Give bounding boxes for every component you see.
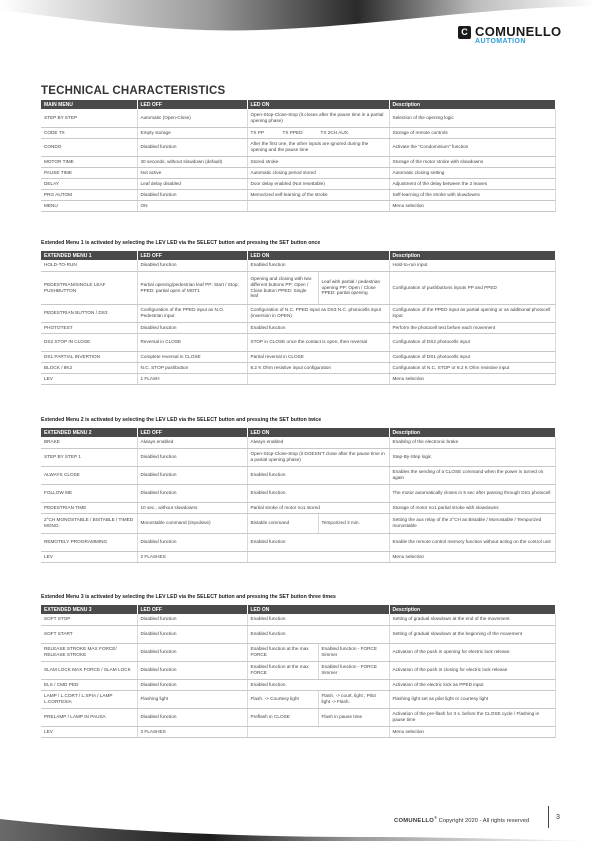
table-cell: N.C. STOP pushbutton xyxy=(137,362,247,373)
table-cell: Memorized self-learning of the stroke xyxy=(247,189,389,200)
table-cell: Storage of motor no1 partial stroke with slowdowns xyxy=(389,502,555,513)
table-cell: Menu selection xyxy=(389,373,555,384)
table-cell: REMOTELY PROGRAMMING xyxy=(41,533,137,551)
page-title: TECHNICAL CHARACTERISTICS xyxy=(41,85,226,97)
table-cell: Enabled function xyxy=(247,466,389,484)
table-cell: Flash. -> court. light ; Pilot light -> Flash. xyxy=(318,690,389,708)
table-cell: STOP in CLOSE once the contact is open, then reversal xyxy=(247,333,389,351)
header-cell: Description xyxy=(389,100,555,109)
table-cell: PEDESTRIAN BUTTON / DS3 xyxy=(41,304,137,322)
table-cell: The motor automatically closes in 5 sec after passing through DS1 photocell xyxy=(389,484,555,502)
table-cell xyxy=(247,551,389,562)
table-cell: Monostable command (impulsive) xyxy=(137,513,247,533)
brand-subtitle: AUTOMATION xyxy=(475,38,526,45)
table-cell: ELS / CMD PED xyxy=(41,679,137,690)
table-cell: LEV xyxy=(41,551,137,562)
table-cell: BLOCK / 8K2 xyxy=(41,362,137,373)
header-cell: LED OFF xyxy=(137,428,247,437)
extended-menu-3-caption: Extended Menu 3 is activated by selecting the LEV LED via the SELECT button and pressing the SET button three times xyxy=(41,594,336,600)
table-cell: ALWAYS CLOSE xyxy=(41,466,137,484)
table-cell: STEP BY STEP 1 xyxy=(41,448,137,466)
table-cell: 30 seconds, without slowdown (default) xyxy=(137,156,247,167)
table-row xyxy=(41,167,555,178)
table-cell: BRAKE xyxy=(41,437,137,448)
table-cell: Disabled function xyxy=(137,189,247,200)
table-cell: Open-Stop-Close-Stop (it closes after the pause time in a partial opening phase) xyxy=(247,109,389,127)
main-menu-table xyxy=(41,100,556,212)
table-row xyxy=(41,351,555,362)
table-cell: Activation of the push in opening for electric lock release xyxy=(389,643,555,661)
registered-mark: ® xyxy=(434,815,438,820)
table-cell: Menu selection xyxy=(389,200,555,211)
table-row xyxy=(41,304,555,322)
table-cell xyxy=(247,373,389,384)
table-header-row xyxy=(41,428,555,437)
header-cell: LED OFF xyxy=(137,251,247,260)
table-row xyxy=(41,513,555,533)
table-cell: Disabled function xyxy=(137,322,247,333)
table-row xyxy=(41,178,555,189)
table-cell: Disabled function xyxy=(137,484,247,502)
table-cell: Open-Stop-Close-Stop (it DOESN'T close after the pause time in a partial opening phase) xyxy=(247,448,389,466)
table-cell: PRELAMP / LAMP IN PAUSA xyxy=(41,708,137,726)
table-row xyxy=(41,643,555,661)
table-cell: Configuration of the PPED input as N.O. Pedestrian input xyxy=(137,304,247,322)
header-cell: LED ON xyxy=(247,605,389,614)
table-cell: Opening and closing with two different buttons PP: Open / Close button PPED: Single leaf xyxy=(247,271,318,304)
table-cell: Disabled function xyxy=(137,260,247,271)
footer-copyright-text: Copyright 2020 - All rights reserved xyxy=(438,817,530,824)
table-row xyxy=(41,466,555,484)
table-cell: Temporized 3 min. xyxy=(318,513,389,533)
header-cell: Description xyxy=(389,428,555,437)
header-cell: LED OFF xyxy=(137,100,247,109)
table-cell: Enabled function xyxy=(247,533,389,551)
table-cell: Flash. -> Courtesy light xyxy=(247,690,318,708)
table-cell: Activation of the electric lock as PPED input xyxy=(389,679,555,690)
table-row xyxy=(41,373,555,384)
table-row xyxy=(41,551,555,562)
table-cell: Disabled function xyxy=(137,625,247,643)
table-cell: RELEASE STROKE MAX FORCE/ RELEASE STROKE xyxy=(41,643,137,661)
header-cell: LED ON xyxy=(247,428,389,437)
table-cell: Disabled function xyxy=(137,533,247,551)
table-cell: Enabled function xyxy=(247,322,389,333)
table-cell: Complete reversal in CLOSE xyxy=(137,351,247,362)
table-cell: Stored stroke xyxy=(247,156,389,167)
table-cell: LEV xyxy=(41,726,137,737)
extended-menu-2-caption: Extended Menu 2 is activated by selecting the LEV LED via the SELECT button and pressing the SET button twice xyxy=(41,417,322,423)
table-cell: Flashing light set as pilot light or courtesy light xyxy=(389,690,555,708)
table-cell: Enabled function - FORCE trimmer xyxy=(318,661,389,679)
table-cell: DS2 STOP IN CLOSE xyxy=(41,333,137,351)
table-cell: Door delay enabled (Not resettable) xyxy=(247,178,389,189)
header-cell: EXTENDED MENU 2 xyxy=(41,428,137,437)
table-row xyxy=(41,333,555,351)
table-row xyxy=(41,661,555,679)
table-cell: Flashing light xyxy=(137,690,247,708)
table-cell: 1 FLASH xyxy=(137,373,247,384)
header-cell: EXTENDED MENU 3 xyxy=(41,605,137,614)
table-cell: DS1 PARTIAL INVERTION xyxy=(41,351,137,362)
table-row xyxy=(41,271,555,304)
table-cell: PHOTOTEST xyxy=(41,322,137,333)
table-cell: CONDO xyxy=(41,138,137,156)
table-cell: Enable the remote control memory function without acting on the control unit xyxy=(389,533,555,551)
table-cell: MENU xyxy=(41,200,137,211)
table-cell: ON xyxy=(137,200,247,211)
table-cell: Activation of the push in closing for electric lock release xyxy=(389,661,555,679)
footer-copyright xyxy=(394,815,529,824)
header-cell: MAIN MENU xyxy=(41,100,137,109)
table-cell-part: TX 2CH AUX. xyxy=(320,129,350,135)
table-row xyxy=(41,625,555,643)
table-row xyxy=(41,156,555,167)
header-cell: LED OFF xyxy=(137,605,247,614)
table-cell: Bistable command xyxy=(247,513,318,533)
brand-mark-icon: C xyxy=(458,26,471,39)
table-cell: Reversal in CLOSE xyxy=(137,333,247,351)
table-header-row xyxy=(41,100,555,109)
table-row xyxy=(41,484,555,502)
table-cell: Always enabled xyxy=(137,437,247,448)
table-cell: CODE TX xyxy=(41,127,137,138)
table-row xyxy=(41,690,555,708)
table-cell: Disabled function xyxy=(137,679,247,690)
table-cell: Enabled function - FORCE trimmer xyxy=(318,643,389,661)
table-cell: STEP BY STEP xyxy=(41,109,137,127)
table-cell: LEV xyxy=(41,373,137,384)
table-cell: 3 FLASHES xyxy=(137,726,247,737)
table-cell: 8.2 K Ohm resistive input configuration xyxy=(247,362,389,373)
table-cell: Enables the sending of a CLOSE command when the power is turned on again xyxy=(389,466,555,484)
table-cell: Enabled function xyxy=(247,679,389,690)
table-row xyxy=(41,708,555,726)
table-cell: After the first one, the other inputs are ignored during the opening and the pause time xyxy=(247,138,389,156)
table-cell: Adjustment of the delay between the 2 leaves xyxy=(389,178,555,189)
page-number: 3 xyxy=(556,814,560,821)
header-cell: LED ON xyxy=(247,251,389,260)
table-cell: 10 sec., without slowdowns xyxy=(137,502,247,513)
header-cell: Description xyxy=(389,251,555,260)
table-row xyxy=(41,189,555,200)
table-cell: SOFT START xyxy=(41,625,137,643)
table-cell: Enabled function at the max FORCE xyxy=(247,661,318,679)
table-row xyxy=(41,109,555,127)
table-row xyxy=(41,533,555,551)
table-cell xyxy=(247,127,389,138)
table-cell: Selection of the opening logic xyxy=(389,109,555,127)
table-cell: Automatic closing period stored xyxy=(247,167,389,178)
table-cell: Partial reversal in CLOSE xyxy=(247,351,389,362)
table-cell: Enabled function at the max FORCE xyxy=(247,643,318,661)
header-cell: LED ON xyxy=(247,100,389,109)
table-cell-part: TX PPED xyxy=(282,129,303,135)
table-cell: SLAM LOCK MAX FORCE / SLAM LOCK xyxy=(41,661,137,679)
table-row xyxy=(41,614,555,625)
table-cell: HOLD-TO-RUN xyxy=(41,260,137,271)
table-cell: Storage of remote controls xyxy=(389,127,555,138)
table-cell: Setting the aux relay of the 2°CH as Bistable / Monostable / Temporized monostable xyxy=(389,513,555,533)
header-cell: Description xyxy=(389,605,555,614)
table-cell: PEDESTRIAN TIME xyxy=(41,502,137,513)
table-cell: Menu selection xyxy=(389,551,555,562)
table-cell: SOFT STOP xyxy=(41,614,137,625)
table-cell: Configuration of N.C. STOP or 8.2 K Ohm resistive input xyxy=(389,362,555,373)
table-cell: Enabled function xyxy=(247,614,389,625)
table-row xyxy=(41,448,555,466)
table-cell: Disabled function xyxy=(137,643,247,661)
table-cell: DELAY xyxy=(41,178,137,189)
table-cell: Configuration of the PPED input as partial opening or as additional photocell input xyxy=(389,304,555,322)
table-cell: Configuration of DS2 photocells input xyxy=(389,333,555,351)
table-cell: Activation of the pre-flash for 3 s. before the CLOSE cycle / Flashing in pause time xyxy=(389,708,555,726)
table-cell: Enabled function xyxy=(247,625,389,643)
table-cell: Setting of gradual slowdown at the beginning of the movement xyxy=(389,625,555,643)
table-cell: Storage of the motor stroke with slowdowns xyxy=(389,156,555,167)
table-cell: Always enabled xyxy=(247,437,389,448)
table-cell: Configuration of N.C. PPED input as DS3 N.C. photocells input (inversion in OPEN) xyxy=(247,304,389,322)
table-cell: PAUSE TIME xyxy=(41,167,137,178)
table-row xyxy=(41,260,555,271)
table-row xyxy=(41,322,555,333)
table-cell: Perform the photocell test before each movement xyxy=(389,322,555,333)
table-cell: PRG AUTOM xyxy=(41,189,137,200)
table-cell: Partial stroke of motor no1 stored xyxy=(247,502,389,513)
table-cell: Enabling of the electronic brake xyxy=(389,437,555,448)
table-cell: Enabled function xyxy=(247,484,389,502)
table-cell: Disabled function xyxy=(137,138,247,156)
table-row xyxy=(41,502,555,513)
table-cell: Automatic closing setting xyxy=(389,167,555,178)
table-cell: 2°CH MONOSTABLE / BISTABLE / TIMED MONO. xyxy=(41,513,137,533)
table-row xyxy=(41,437,555,448)
table-header-row xyxy=(41,251,555,260)
extended-menu-1-caption: Extended Menu 1 is activated by selecting the LEV LED via the SELECT button and pressing the SET button once xyxy=(41,240,321,246)
table-cell: Leaf delay disabled xyxy=(137,178,247,189)
table-cell: Step-By-Step logic xyxy=(389,448,555,466)
table-row xyxy=(41,200,555,211)
table-cell: Not active xyxy=(137,167,247,178)
header-cell: EXTENDED MENU 1 xyxy=(41,251,137,260)
table-cell: FOLLOW ME xyxy=(41,484,137,502)
table-cell: Activate the "Condominium" function xyxy=(389,138,555,156)
table-cell: Disabled function xyxy=(137,708,247,726)
table-row xyxy=(41,726,555,737)
table-cell: 2 FLASHES xyxy=(137,551,247,562)
table-cell: Configuration of DS1 photocells input xyxy=(389,351,555,362)
table-cell xyxy=(247,200,389,211)
table-cell: Disabled function xyxy=(137,661,247,679)
table-cell: LAMP / L.CORT / L.SPIA / LAMP L.CORTESIA xyxy=(41,690,137,708)
table-cell: Partial opening/pedestrian leaf PP: Start / Stop; PPED: partial open of MOT1 xyxy=(137,271,247,304)
table-cell: Menu selection xyxy=(389,726,555,737)
table-row xyxy=(41,127,555,138)
table-row xyxy=(41,679,555,690)
extended-menu-2-table xyxy=(41,428,556,563)
table-cell: Disabled function xyxy=(137,466,247,484)
table-cell xyxy=(247,726,389,737)
footer-divider xyxy=(548,806,549,828)
table-cell: Setting of gradual slowdown at the end of the movement xyxy=(389,614,555,625)
table-row xyxy=(41,362,555,373)
table-cell: PEDESTRIAN/SINGLE LEAF PUSHBUTTON xyxy=(41,271,137,304)
table-cell: Enabled function xyxy=(247,260,389,271)
table-cell: Disabled function xyxy=(137,614,247,625)
table-cell: MOTOR TIME xyxy=(41,156,137,167)
brand-name: COMUNELLO xyxy=(475,24,562,39)
table-cell: Hold-to-run input xyxy=(389,260,555,271)
table-cell: Empty storage xyxy=(137,127,247,138)
footer-brand: COMUNELLO xyxy=(394,817,435,824)
table-row xyxy=(41,138,555,156)
table-cell-part: TX PP xyxy=(250,129,265,135)
table-cell: Configuration of pushbuttons inputs PP and PPED xyxy=(389,271,555,304)
table-cell: Leaf with partial / pedestrian opening PP: Open / Close PPED: partial opening xyxy=(318,271,389,304)
table-header-row xyxy=(41,605,555,614)
extended-menu-3-table xyxy=(41,605,556,738)
table-cell: Automatic (Open-Close) xyxy=(137,109,247,127)
table-cell: Flash in pause time xyxy=(318,708,389,726)
extended-menu-1-table xyxy=(41,251,556,385)
table-cell: Disabled function xyxy=(137,448,247,466)
table-cell: Self-learning of the stroke with slowdowns xyxy=(389,189,555,200)
table-cell: Preflash in CLOSE xyxy=(247,708,318,726)
